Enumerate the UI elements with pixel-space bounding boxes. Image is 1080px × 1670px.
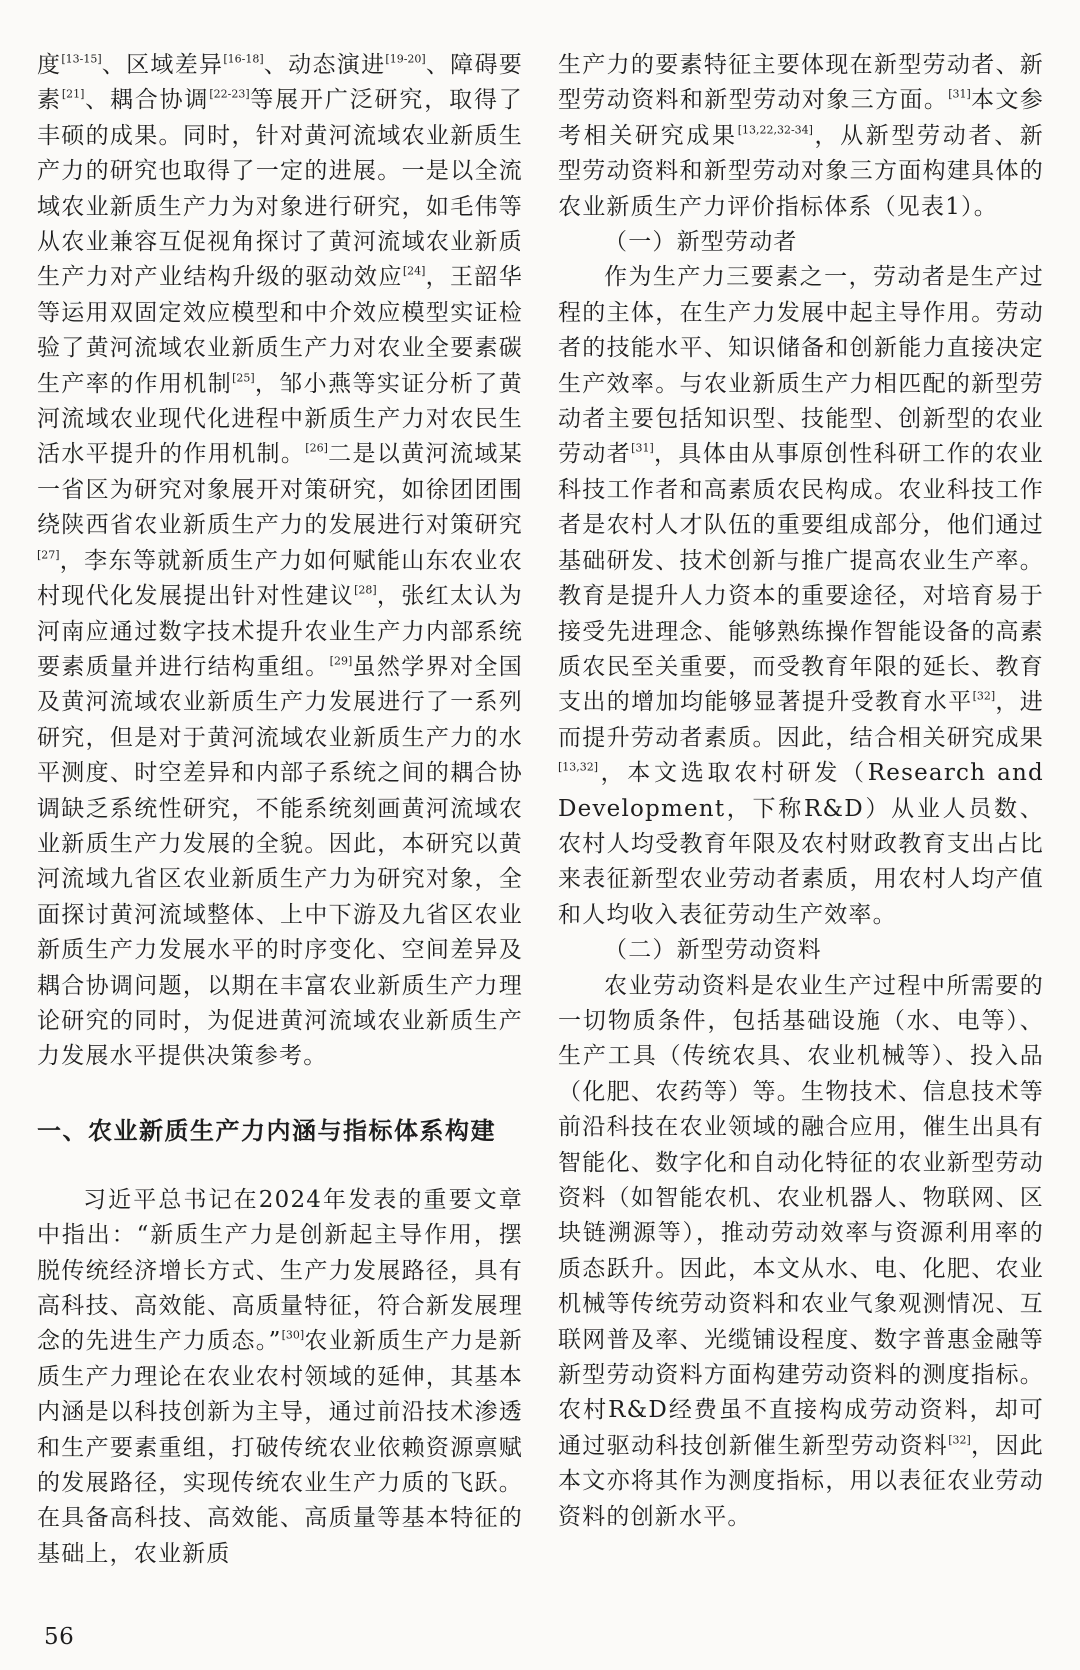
citation-ref: [13,32]: [558, 760, 599, 774]
text-run: 、障碍要素: [37, 52, 524, 114]
citation-ref: [25]: [232, 371, 255, 385]
citation-ref: [22-23]: [209, 88, 250, 102]
citation-ref: [31]: [631, 442, 654, 456]
text-run: ，张红太认为河南应通过数字技术提升农业生产力内部系统要素质量并进行结构重组。: [37, 583, 523, 680]
page-number: 56: [44, 1624, 75, 1650]
citation-ref: [28]: [354, 583, 377, 597]
citation-ref: [29]: [329, 654, 353, 668]
left-column: [37, 48, 523, 1572]
left-para-xi: [37, 1183, 523, 1572]
text-run: ，李东等就新质生产力如何赋能山东农业农村现代化发展提出针对性建议: [37, 547, 523, 610]
text-run: ，具体由从事原创性科研工作的农业科技工作者和高素质农民构成。农业科技工作者是农村人才队伍的重要组成部分，他们通过基础研发、技术创新与推广提高农业生产率。教育是提升人力资本的重要途径，对培育易于接受先进理念、能够熟练操作智能设备的高素质农民至关重要，而受教育年限的延长、教育支出的增加均能够显著提升受教育水平: [558, 441, 1044, 716]
text-run: 虽然学界对全国及黄河流域农业新质生产力发展进行了一系列研究，但是对于黄河流域农业新质生产力的水平测度、时空差异和内部子系统之间的耦合协调缺乏系统性研究，不能系统刻画黄河流域农业新质生产力发展的全貌。因此，本研究以黄河流域九省区农业新质生产力为研究对象，全面探讨黄河流域整体、上中下游及九省区农业新质生产力发展水平的时序变化、空间差异及耦合协调问题，以期在丰富农业新质生产力理论研究的同时，为促进黄河流域农业新质生产力发展水平提供决策参考。: [37, 653, 523, 1070]
citation-ref: [13-15]: [61, 52, 102, 66]
citation-ref: [32]: [972, 689, 996, 703]
right-para-continued: [558, 48, 1044, 225]
subheading-new-laborer: （一）新型劳动者: [604, 229, 798, 256]
text-run: 、耦合协调: [84, 87, 210, 114]
text-run: 作为生产力三要素之一，劳动者是生产过程的主体，在生产力发展中起主导作用。劳动者的技能水平、知识储备和创新能力直接决定生产效率。与农业新质生产力相匹配的新型劳动者主要包括知识型、技能型、创新型的农业劳动者: [558, 264, 1044, 468]
text-run: ，本文选取农村研发（Research and Development，下称R&D）从业人员数、农村人均受教育年限及农村财政教育支出占比来表征新型农业劳动者素质，用农村人均产值和人均收入表征劳动生产效率。: [558, 760, 1044, 928]
text-run: ，邹小燕等实证分析了黄河流域农业现代化进程中新质生产力对农民生活水平提升的作用机制。: [37, 370, 523, 468]
citation-ref: [31]: [948, 88, 971, 102]
text-run: 、动态演进: [263, 52, 386, 78]
text-run: 农业劳动资料是农业生产过程中所需要的一切物质条件，包括基础设施（水、电等）、生产工具（传统农具、农业机械等）、投入品（化肥、农药等）等。生物技术、信息技术等前沿科技在农业领域的融合应用，催生出具有智能化、数字化和自动化特征的农业新型劳动资料（如智能农机、农业机器人、物联网、区块链溯源等），推动劳动效率与资源利用率的质态跃升。因此，本文从水、电、化肥、农业机械等传统劳动资料和农业气象观测情况、互联网普及率、光缆铺设程度、数字普惠金融等新型劳动资料方面构建劳动资料的测度指标。农村R&D经费虽不直接构成劳动资料，却可通过驱动科技创新催生新型劳动资料: [558, 972, 1044, 1459]
citation-ref: [30]: [281, 1329, 305, 1343]
text-run: 习近平总书记在2024年发表的重要文章中指出：“新质生产力是创新起主导作用，摆脱传统经济增长方式、生产力发展路径，具有高科技、高效能、高质量特征，符合新发展理念的先进生产力质态。”: [37, 1186, 523, 1355]
text-run: ，进而提升劳动者素质。因此，结合相关研究成果: [558, 689, 1044, 751]
right-para-laborer: [558, 260, 1044, 933]
text-run: 度: [37, 52, 62, 78]
left-para-continued: [37, 48, 523, 1075]
text-run: ，从新型劳动者、新型劳动资料和新型劳动对象三方面构建具体的农业新质生产力评价指标体系（见表1）。: [558, 122, 1044, 220]
citation-ref: [16-18]: [223, 52, 264, 66]
text-run: 农业新质生产力是新质生产力理论在农业农村领域的延伸，其基本内涵是以科技创新为主导，通过前沿技术渗透和生产要素重组，打破传统农业依赖资源禀赋的发展路径，实现传统农业生产力质的飞跃。在具备高科技、高效能、高质量等基本特征的基础上，农业新质: [37, 1328, 523, 1567]
right-para-means: [558, 969, 1044, 1536]
right-column: [558, 48, 1044, 1535]
text-run: 等展开广泛研究，取得了丰硕的成果。同时，针对黄河流域农业新质生产力的研究也取得了一定的进展。一是以全流域农业新质生产力为对象进行研究，如毛伟等从农业兼容互促视角探讨了黄河流域农业新质生产力对产业结构升级的驱动效应: [37, 87, 524, 291]
citation-ref: [13,22,32-34]: [737, 123, 813, 137]
section-heading: 一、农业新质生产力内涵与指标体系构建: [37, 1116, 496, 1145]
text-run: ，因此本文亦将其作为测度指标，用以表征农业劳动资料的创新水平。: [558, 1432, 1044, 1530]
citation-ref: [21]: [61, 88, 85, 102]
text-run: ，王韶华等运用双固定效应模型和中介效应模型实证检验了黄河流域农业新质生产力对农业全要素碳生产率的作用机制: [37, 264, 523, 397]
text-run: 二是以黄河流域某一省区为研究对象展开对策研究，如徐团团围绕陕西省农业新质生产力的发展进行对策研究: [37, 441, 523, 539]
citation-ref: [24]: [402, 265, 426, 279]
citation-ref: [19-20]: [385, 52, 426, 66]
subheading-new-means: （二）新型劳动资料: [604, 937, 822, 964]
text-run: 生产力的要素特征主要体现在新型劳动者、新型劳动资料和新型劳动对象三方面。: [558, 52, 1044, 114]
text-run: 本文参考相关研究成果: [558, 87, 1044, 149]
citation-ref: [26]: [305, 442, 328, 456]
citation-ref: [32]: [948, 1433, 971, 1447]
citation-ref: [27]: [37, 548, 60, 562]
text-run: 、区域差异: [101, 52, 224, 78]
